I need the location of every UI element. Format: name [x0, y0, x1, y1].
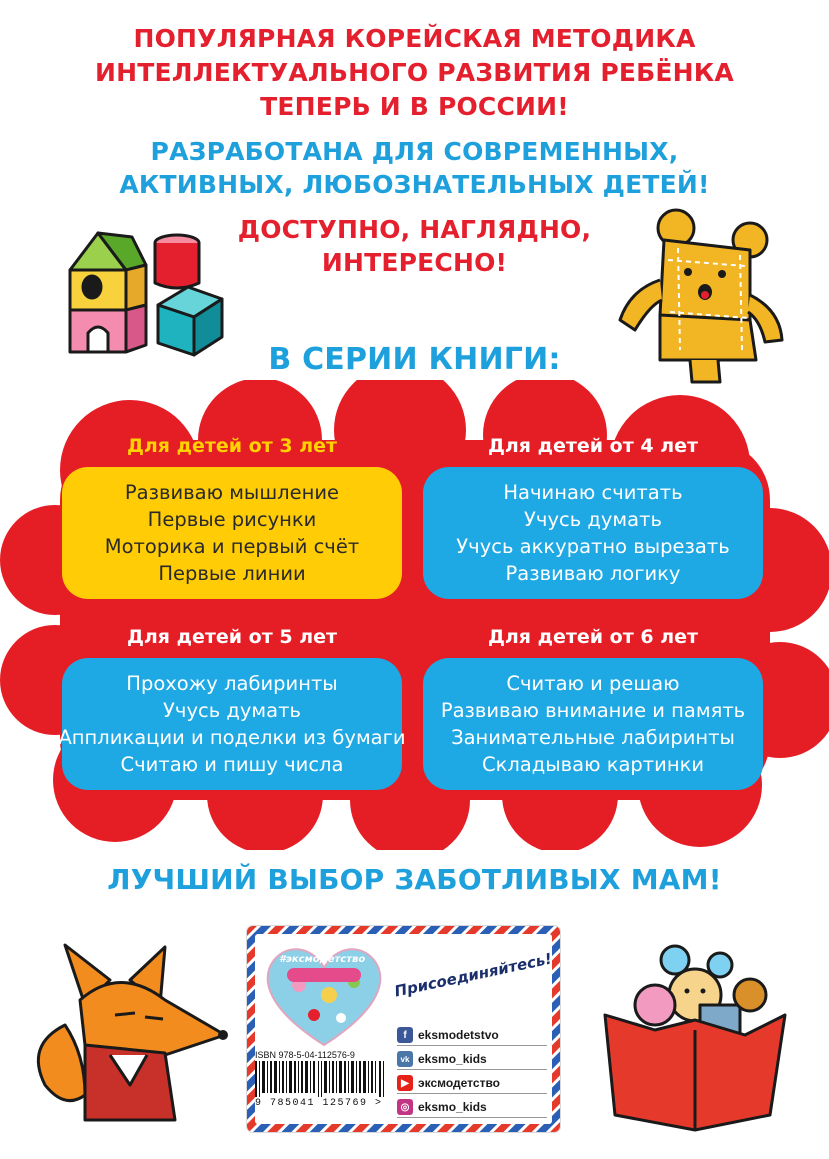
age-label-6: Для детей от 6 лет — [487, 626, 699, 648]
social-handle: eksmodetstvo — [418, 1028, 499, 1042]
headline-third-line: ИНТЕРЕСНО! — [321, 248, 508, 277]
headline-sub — [0, 135, 829, 201]
heart-hashtag: #эксмодетство — [279, 954, 366, 965]
barcode-number: 9 785041 125769 > — [255, 1098, 383, 1109]
social-handle: eksmo_kids — [418, 1052, 487, 1066]
book-card-age-6 — [423, 658, 763, 790]
book-title: Учусь думать — [163, 699, 301, 722]
age-label-5: Для детей от 5 лет — [126, 626, 338, 648]
vk-icon: vk — [397, 1051, 413, 1067]
headline-third-line: ДОСТУПНО, НАГЛЯДНО, — [237, 215, 592, 244]
social-instagram[interactable] — [397, 1096, 547, 1118]
publisher-postcard — [247, 926, 560, 1132]
facebook-icon: f — [397, 1027, 413, 1043]
book-title: Развиваю мышление — [124, 481, 340, 504]
book-title: Считаю и пишу числа — [120, 753, 344, 776]
headline-main-line: ИНТЕЛЛЕКТУАЛЬНОГО РАЗВИТИЯ РЕБЁНКА — [95, 58, 734, 87]
social-handle: эксмодетство — [418, 1076, 500, 1090]
book-title: Моторика и первый счёт — [104, 535, 360, 558]
book-title: Считаю и решаю — [506, 672, 680, 695]
book-title: Первые рисунки — [147, 508, 317, 531]
book-title: Развиваю внимание и память — [440, 699, 746, 722]
book-card-age-3 — [62, 467, 402, 599]
fox-illustration — [25, 935, 230, 1135]
book-title: Первые линии — [158, 562, 306, 585]
series-title: В СЕРИИ КНИГИ: — [268, 342, 561, 377]
join-us-text: Присоединяйтесь! — [392, 949, 554, 1001]
toy-box-illustration — [595, 935, 795, 1135]
headline-sub-line: РАЗРАБОТАНА ДЛЯ СОВРЕМЕННЫХ, — [150, 137, 679, 166]
age-label-3: Для детей от 3 лет — [126, 435, 338, 457]
headline-main-line: ТЕПЕРЬ И В РОССИИ! — [260, 92, 569, 121]
book-card-age-4 — [423, 467, 763, 599]
isbn-text: ISBN 978-5-04-112576-9 — [255, 1050, 355, 1060]
book-title: Складываю картинки — [481, 753, 705, 776]
book-title: Начинаю считать — [503, 481, 683, 504]
youtube-icon: ▶ — [397, 1075, 413, 1091]
slogan: ЛУЧШИЙ ВЫБОР ЗАБОТЛИВЫХ МАМ! — [107, 863, 722, 896]
social-youtube[interactable] — [397, 1072, 547, 1094]
book-title: Прохожу лабиринты — [126, 672, 338, 695]
book-title: Учусь думать — [524, 508, 662, 531]
instagram-icon: ◎ — [397, 1099, 413, 1115]
headline-main — [0, 22, 829, 124]
barcode — [255, 1061, 389, 1097]
headline-main-line: ПОПУЛЯРНАЯ КОРЕЙСКАЯ МЕТОДИКА — [133, 24, 696, 53]
book-title: Аппликации и поделки из бумаги — [58, 726, 406, 749]
headline-sub-line: АКТИВНЫХ, ЛЮБОЗНАТЕЛЬНЫХ ДЕТЕЙ! — [119, 170, 710, 199]
book-card-age-5 — [58, 658, 406, 790]
social-vk[interactable] — [397, 1048, 547, 1070]
book-title: Учусь аккуратно вырезать — [456, 535, 730, 558]
book-title: Занимательные лабиринты — [451, 726, 735, 749]
social-handle: eksmo_kids — [418, 1100, 487, 1114]
book-title: Развиваю логику — [505, 562, 681, 585]
social-facebook[interactable] — [397, 1024, 547, 1046]
age-label-4: Для детей от 4 лет — [487, 435, 699, 457]
